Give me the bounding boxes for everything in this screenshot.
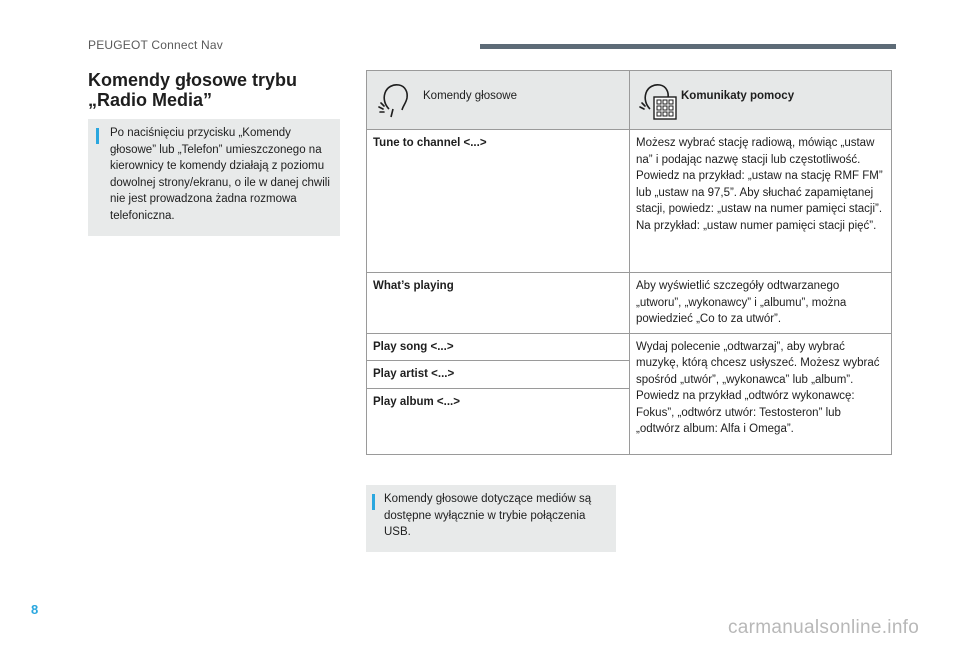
info-note [88,119,340,236]
help-cell: Wydaj polecenie „odtwarzaj”, aby wybrać muzykę, którą chcesz usłyszeć. Możesz wybrać spośród „utwór”, „wykonawca” lub „album”. Powiedz na przykład „odtwórz wykonawcę: Fokus”, „odtwórz utwór: Testosteron” lub „odtwórz album: Alfa i Omega”. [630,333,892,454]
table-header-help-label: Komunikaty pomocy [681,90,795,102]
command-cell: Play song <...> [367,333,630,361]
voice-commands-table [366,70,892,455]
table-row [367,130,892,273]
section-title-line-2: „Radio Media” [88,90,213,110]
help-message-icon [638,79,678,121]
help-cell: Aby wyświetlić szczegóły odtwarzanego „utworu”, „wykonawcy” i „albumu”, można powiedzieć „Co to za utwór”. [630,273,892,334]
table-row [367,273,892,334]
command-cell: Play album <...> [367,388,630,454]
table-header-row [367,71,892,130]
info-note-text: Po naciśnięciu przycisku „Komendy głosowe” lub „Telefon” umieszczonego na kierownicy te komendy działają z poziomu dowolnej strony/ekranu, o ile w danej chwili nie jest prowadzona żadna rozmowa telefoniczna. [110,127,330,222]
header-rule [480,44,896,49]
command-cell: Tune to channel <...> [367,130,630,273]
section-title-line-1: Komendy głosowe trybu [88,70,298,90]
table-header-commands-label: Komendy głosowe [423,90,517,102]
info-marker-icon [96,128,99,144]
command-cell: What’s playing [367,273,630,334]
usb-note [366,485,616,552]
watermark: carmanualsonline.info [728,617,920,638]
help-cell: Możesz wybrać stację radiową, mówiąc „ustaw na” i podając nazwę stacji lub częstotliwość. Powiedz na przykład: „ustaw na stację RMF FM” lub „ustaw na 97,5”. Aby słuchać zapamiętanej stacji, powiedz: „ustaw na numer pamięci stacji”. Na przykład: „ustaw numer pamięci stacji pięć”. [630,130,892,273]
table-header-commands [367,71,630,130]
usb-note-text: Komendy głosowe dotyczące mediów są dostępne wyłącznie w trybie połączenia USB. [384,493,592,538]
table-header-help [630,71,892,130]
section-title [88,70,338,110]
page-number: 8 [31,602,39,617]
info-marker-icon [372,494,375,510]
table-row [367,333,892,361]
running-header: PEUGEOT Connect Nav [88,38,223,52]
command-cell: Play artist <...> [367,361,630,389]
voice-command-icon [375,79,411,119]
